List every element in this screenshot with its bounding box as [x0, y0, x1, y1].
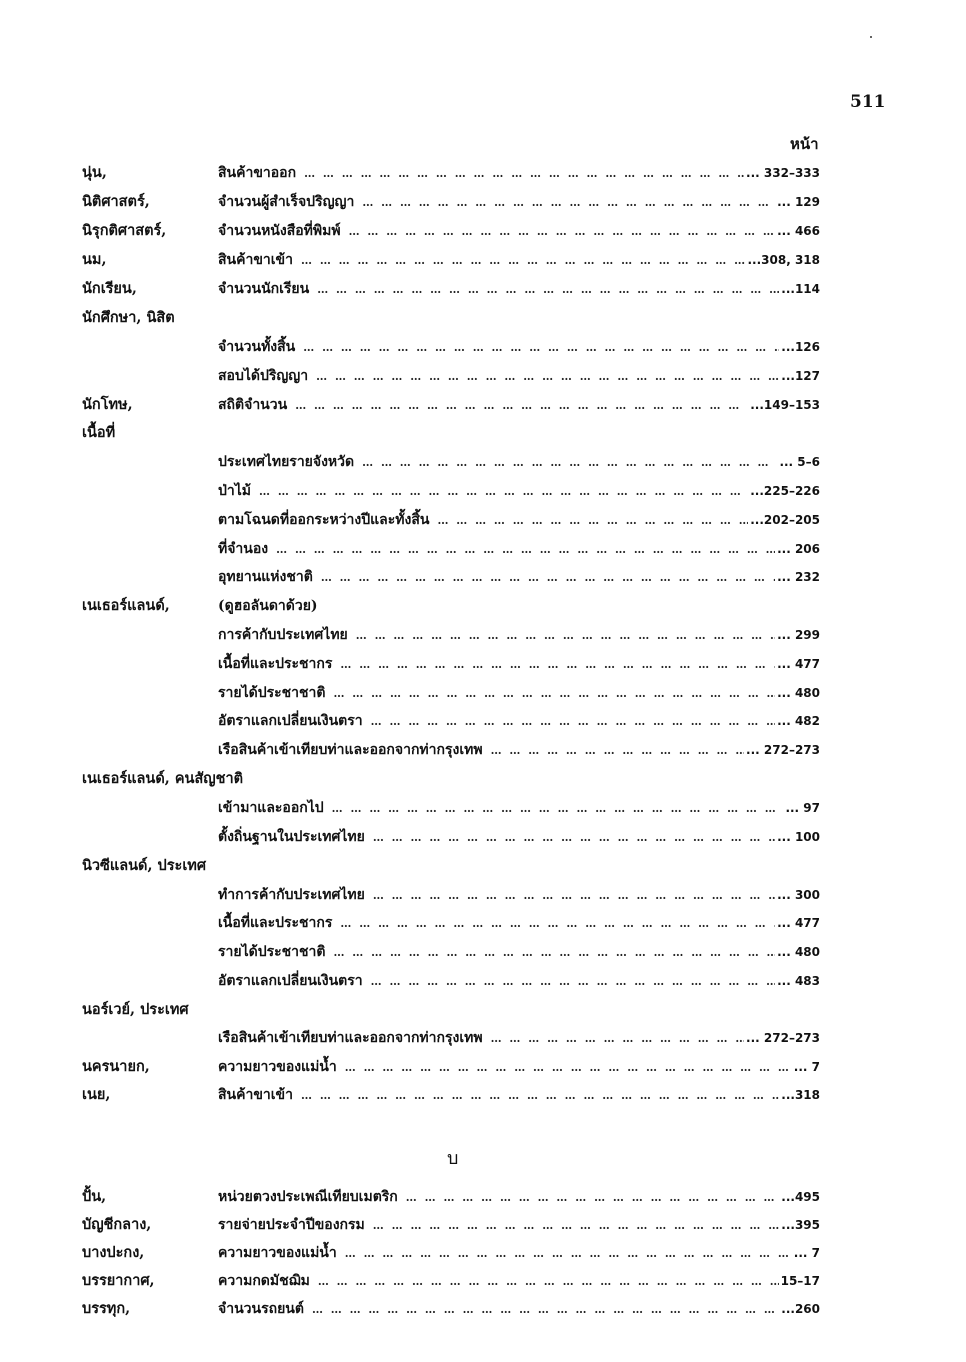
page-ref: ... 206	[777, 542, 820, 556]
subentry-text: จำนวนทั้งสิ้น	[218, 339, 296, 355]
index-subentry	[218, 595, 820, 617]
index-entry	[0, 278, 966, 302]
index-entry	[0, 710, 966, 734]
stray-mark	[870, 36, 872, 38]
page-ref: ... 129	[777, 195, 820, 209]
index-subentry	[218, 249, 820, 272]
index-entry	[0, 768, 966, 792]
dot-leader	[371, 971, 775, 993]
index-term: นอร์เวย์, ประเทศ	[82, 1001, 189, 1018]
page-ref: ...127	[781, 369, 820, 383]
dot-leader	[301, 250, 745, 272]
index-entry	[0, 191, 966, 215]
subentry-text: สินค้าขาเข้า	[218, 252, 293, 268]
index-entry	[0, 682, 966, 706]
index-term: นิรุกติศาสตร์,	[82, 222, 167, 239]
dot-leader	[303, 337, 779, 359]
index-term: เนเธอร์แลนด์,	[82, 597, 170, 614]
dot-leader	[345, 1057, 792, 1079]
index-subentry	[218, 1186, 820, 1209]
index-subentry	[218, 1214, 820, 1237]
dot-leader	[333, 942, 775, 964]
index-subentry	[218, 365, 820, 388]
index-subentry	[218, 1298, 820, 1321]
index-entry	[0, 595, 966, 619]
index-subentry	[218, 797, 820, 820]
page-ref: ... 477	[777, 657, 820, 671]
subentry-text: หน่วยตวงประเพณีเทียบเมตริก	[218, 1189, 398, 1205]
index-subentry	[218, 653, 820, 676]
page-ref: ... 7	[793, 1246, 820, 1260]
index-term: นักเรียน,	[82, 280, 137, 297]
page-number: 511	[850, 92, 886, 112]
subentry-text: เรือสินค้าเข้าเทียบท่าและออกจากท่ากรุงเทพ	[218, 742, 483, 758]
index-entry	[0, 422, 966, 446]
index-subentry	[218, 941, 820, 964]
index-entry	[0, 912, 966, 936]
index-subentry	[218, 394, 820, 417]
page-column-label: หน้า	[790, 135, 819, 153]
index-subentry	[218, 451, 820, 474]
dot-leader	[373, 827, 775, 849]
page-ref: ... 272–273	[746, 1031, 820, 1045]
index-entry	[0, 1242, 966, 1266]
dot-leader	[373, 1215, 779, 1237]
index-entry	[0, 566, 966, 590]
subentry-text: จำนวนนักเรียน	[218, 281, 310, 297]
page-ref: ... 332–333	[746, 166, 820, 180]
subentry-text: อัตราแลกเปลี่ยนเงินตรา	[218, 713, 363, 729]
index-subentry	[218, 970, 820, 993]
index-subentry	[218, 220, 820, 243]
index-entry	[0, 941, 966, 965]
subentry-text: ความกดมัชฌิม	[218, 1273, 310, 1289]
index-subentry	[218, 1270, 820, 1293]
index-subentry	[218, 336, 820, 359]
subentry-text: (ดูฮอลันดาด้วย)	[218, 598, 318, 614]
index-subentry	[218, 191, 820, 214]
dot-leader	[321, 567, 775, 589]
index-entry	[0, 999, 966, 1023]
index-term: นักโทษ,	[82, 396, 133, 413]
page-ref: ... 477	[777, 916, 820, 930]
page-ref: ... 480	[777, 945, 820, 959]
page-ref: ...149–153	[750, 398, 820, 412]
dot-leader	[295, 395, 748, 417]
index-term: เนื้อที่	[82, 424, 116, 441]
subentry-text: รายได้ประชาชาติ	[218, 685, 326, 701]
page-ref: ...126	[781, 340, 820, 354]
index-entry	[0, 1186, 966, 1210]
dot-leader	[304, 163, 744, 185]
index-entry	[0, 855, 966, 879]
index-entry	[0, 1298, 966, 1322]
index-entry	[0, 970, 966, 994]
page-ref: ...260	[781, 1302, 820, 1316]
index-entry	[0, 624, 966, 648]
page-ref: ... 272–273	[746, 743, 820, 757]
index-entry	[0, 220, 966, 244]
dot-leader	[333, 683, 775, 705]
index-entry	[0, 653, 966, 677]
index-entry	[0, 307, 966, 331]
dot-leader	[345, 1243, 792, 1265]
index-entry	[0, 336, 966, 360]
dot-leader	[317, 279, 779, 301]
page-ref: ...225–226	[750, 484, 820, 498]
dot-leader	[362, 192, 775, 214]
dot-leader	[340, 913, 775, 935]
section-letter: บ	[447, 1148, 459, 1169]
subentry-text: ป่าไม้	[218, 483, 252, 499]
dot-leader	[332, 798, 784, 820]
subentry-text: ทำการค้ากับประเทศไทย	[218, 887, 365, 903]
subentry-text: ตั้งถิ่นฐานในประเทศไทย	[218, 829, 365, 845]
page-ref: ... 299	[777, 628, 820, 642]
page-ref: ... 100	[777, 830, 820, 844]
index-subentry	[218, 538, 820, 561]
subentry-text: จำนวนรถยนต์	[218, 1301, 304, 1317]
dot-leader	[362, 452, 777, 474]
page-ref: ... 480	[777, 686, 820, 700]
subentry-text: ความยาวของแม่น้ำ	[218, 1245, 337, 1261]
index-subentry	[218, 826, 820, 849]
subentry-text: เรือสินค้าเข้าเทียบท่าและออกจากท่ากรุงเทพ	[218, 1030, 483, 1046]
index-term: บัญชีกลาง,	[82, 1216, 152, 1233]
dot-leader	[437, 510, 748, 532]
index-subentry	[218, 480, 820, 503]
index-term: บรรทุก,	[82, 1300, 131, 1317]
index-entry	[0, 1214, 966, 1238]
page-ref: ... 7	[793, 1060, 820, 1074]
subentry-text: อุทยานแห่งชาติ	[218, 569, 313, 585]
index-term: นิวซีแลนด์, ประเทศ	[82, 857, 207, 874]
index-term: นักศึกษา, นิสิต	[82, 309, 175, 326]
page-ref: ... 466	[777, 224, 820, 238]
index-entry	[0, 1027, 966, 1051]
index-entry	[0, 509, 966, 533]
subentry-text: สถิติจำนวน	[218, 397, 288, 413]
page-ref: ...395	[781, 1218, 820, 1232]
index-term: บรรยากาศ,	[82, 1272, 155, 1289]
subentry-text: ประเทศไทยรายจังหวัด	[218, 454, 355, 470]
page-ref: ... 482	[777, 714, 820, 728]
index-subentry	[218, 884, 820, 907]
index-subentry	[218, 1242, 820, 1265]
index-entry	[0, 826, 966, 850]
index-term: เนย,	[82, 1086, 111, 1103]
index-term: ปั้น,	[82, 1188, 107, 1205]
index-subentry	[218, 566, 820, 589]
index-subentry	[218, 682, 820, 705]
page-ref: ...202–205	[750, 513, 820, 527]
index-entry	[0, 365, 966, 389]
index-term: เนเธอร์แลนด์, คนสัญชาติ	[82, 770, 244, 787]
dot-leader	[491, 1028, 744, 1050]
index-term: บางปะกง,	[82, 1244, 145, 1261]
index-entry	[0, 162, 966, 186]
dot-leader	[373, 885, 775, 907]
dot-leader	[316, 366, 779, 388]
index-entry	[0, 480, 966, 504]
index-term: นม,	[82, 251, 107, 268]
dot-leader	[349, 221, 776, 243]
dot-leader	[318, 1271, 779, 1293]
page-ref: ...318	[781, 1088, 820, 1102]
index-subentry	[218, 710, 820, 733]
index-subentry	[218, 1056, 820, 1079]
subentry-text: การค้ากับประเทศไทย	[218, 627, 348, 643]
page-ref: 15–17	[780, 1274, 820, 1288]
index-subentry	[218, 162, 820, 185]
index-entry	[0, 739, 966, 763]
index-entry	[0, 884, 966, 908]
index-entry	[0, 538, 966, 562]
subentry-text: สอบได้ปริญญา	[218, 368, 309, 384]
subentry-text: จำนวนหนังสือที่พิมพ์	[218, 223, 341, 239]
subentry-text: เนื้อที่และประชากร	[218, 656, 333, 672]
page-ref: ... 232	[777, 570, 820, 584]
subentry-text: รายได้ประชาชาติ	[218, 944, 326, 960]
index-term: นุ่น,	[82, 164, 107, 181]
page-ref: ...114	[781, 282, 820, 296]
subentry-text: เนื้อที่และประชากร	[218, 915, 333, 931]
dot-leader	[371, 711, 775, 733]
dot-leader	[340, 654, 775, 676]
page-ref: ...495	[781, 1190, 820, 1204]
index-entry	[0, 797, 966, 821]
dot-leader	[312, 1299, 779, 1321]
index-entry	[0, 1084, 966, 1108]
index-subentry	[218, 912, 820, 935]
subentry-text: สินค้าขาออก	[218, 165, 297, 181]
index-subentry	[218, 278, 820, 301]
index-term: นครนายก,	[82, 1058, 150, 1075]
index-entry	[0, 1056, 966, 1080]
index-entry	[0, 249, 966, 273]
index-term: นิติศาสตร์,	[82, 193, 150, 210]
page-ref: ... 5–6	[779, 455, 820, 469]
dot-leader	[301, 1085, 779, 1107]
subentry-text: ตามโฉนดที่ออกระหว่างปีและทั้งสิ้น	[218, 512, 430, 528]
subentry-text: ความยาวของแม่น้ำ	[218, 1059, 337, 1075]
dot-leader	[356, 625, 775, 647]
page-ref: ...308, 318	[747, 253, 820, 267]
index-subentry	[218, 624, 820, 647]
index-subentry	[218, 739, 820, 762]
index-entry	[0, 394, 966, 418]
subentry-text: รายจ่ายประจำปีของกรม	[218, 1217, 365, 1233]
subentry-text: ที่จำนอง	[218, 541, 269, 557]
page-ref: ... 300	[777, 888, 820, 902]
index-entry	[0, 451, 966, 475]
dot-leader	[406, 1187, 779, 1209]
subentry-text: จำนวนผู้สำเร็จปริญญา	[218, 194, 355, 210]
subentry-text: สินค้าขาเข้า	[218, 1087, 293, 1103]
index-entry	[0, 1270, 966, 1294]
index-subentry	[218, 1084, 820, 1107]
index-subentry	[218, 509, 820, 532]
subentry-text: อัตราแลกเปลี่ยนเงินตรา	[218, 973, 363, 989]
page-ref: ... 97	[785, 801, 820, 815]
dot-leader	[491, 740, 744, 762]
page-ref: ... 483	[777, 974, 820, 988]
index-subentry	[218, 1027, 820, 1050]
subentry-text: เข้ามาและออกไป	[218, 800, 324, 816]
dot-leader	[276, 539, 775, 561]
dot-leader	[259, 481, 748, 503]
